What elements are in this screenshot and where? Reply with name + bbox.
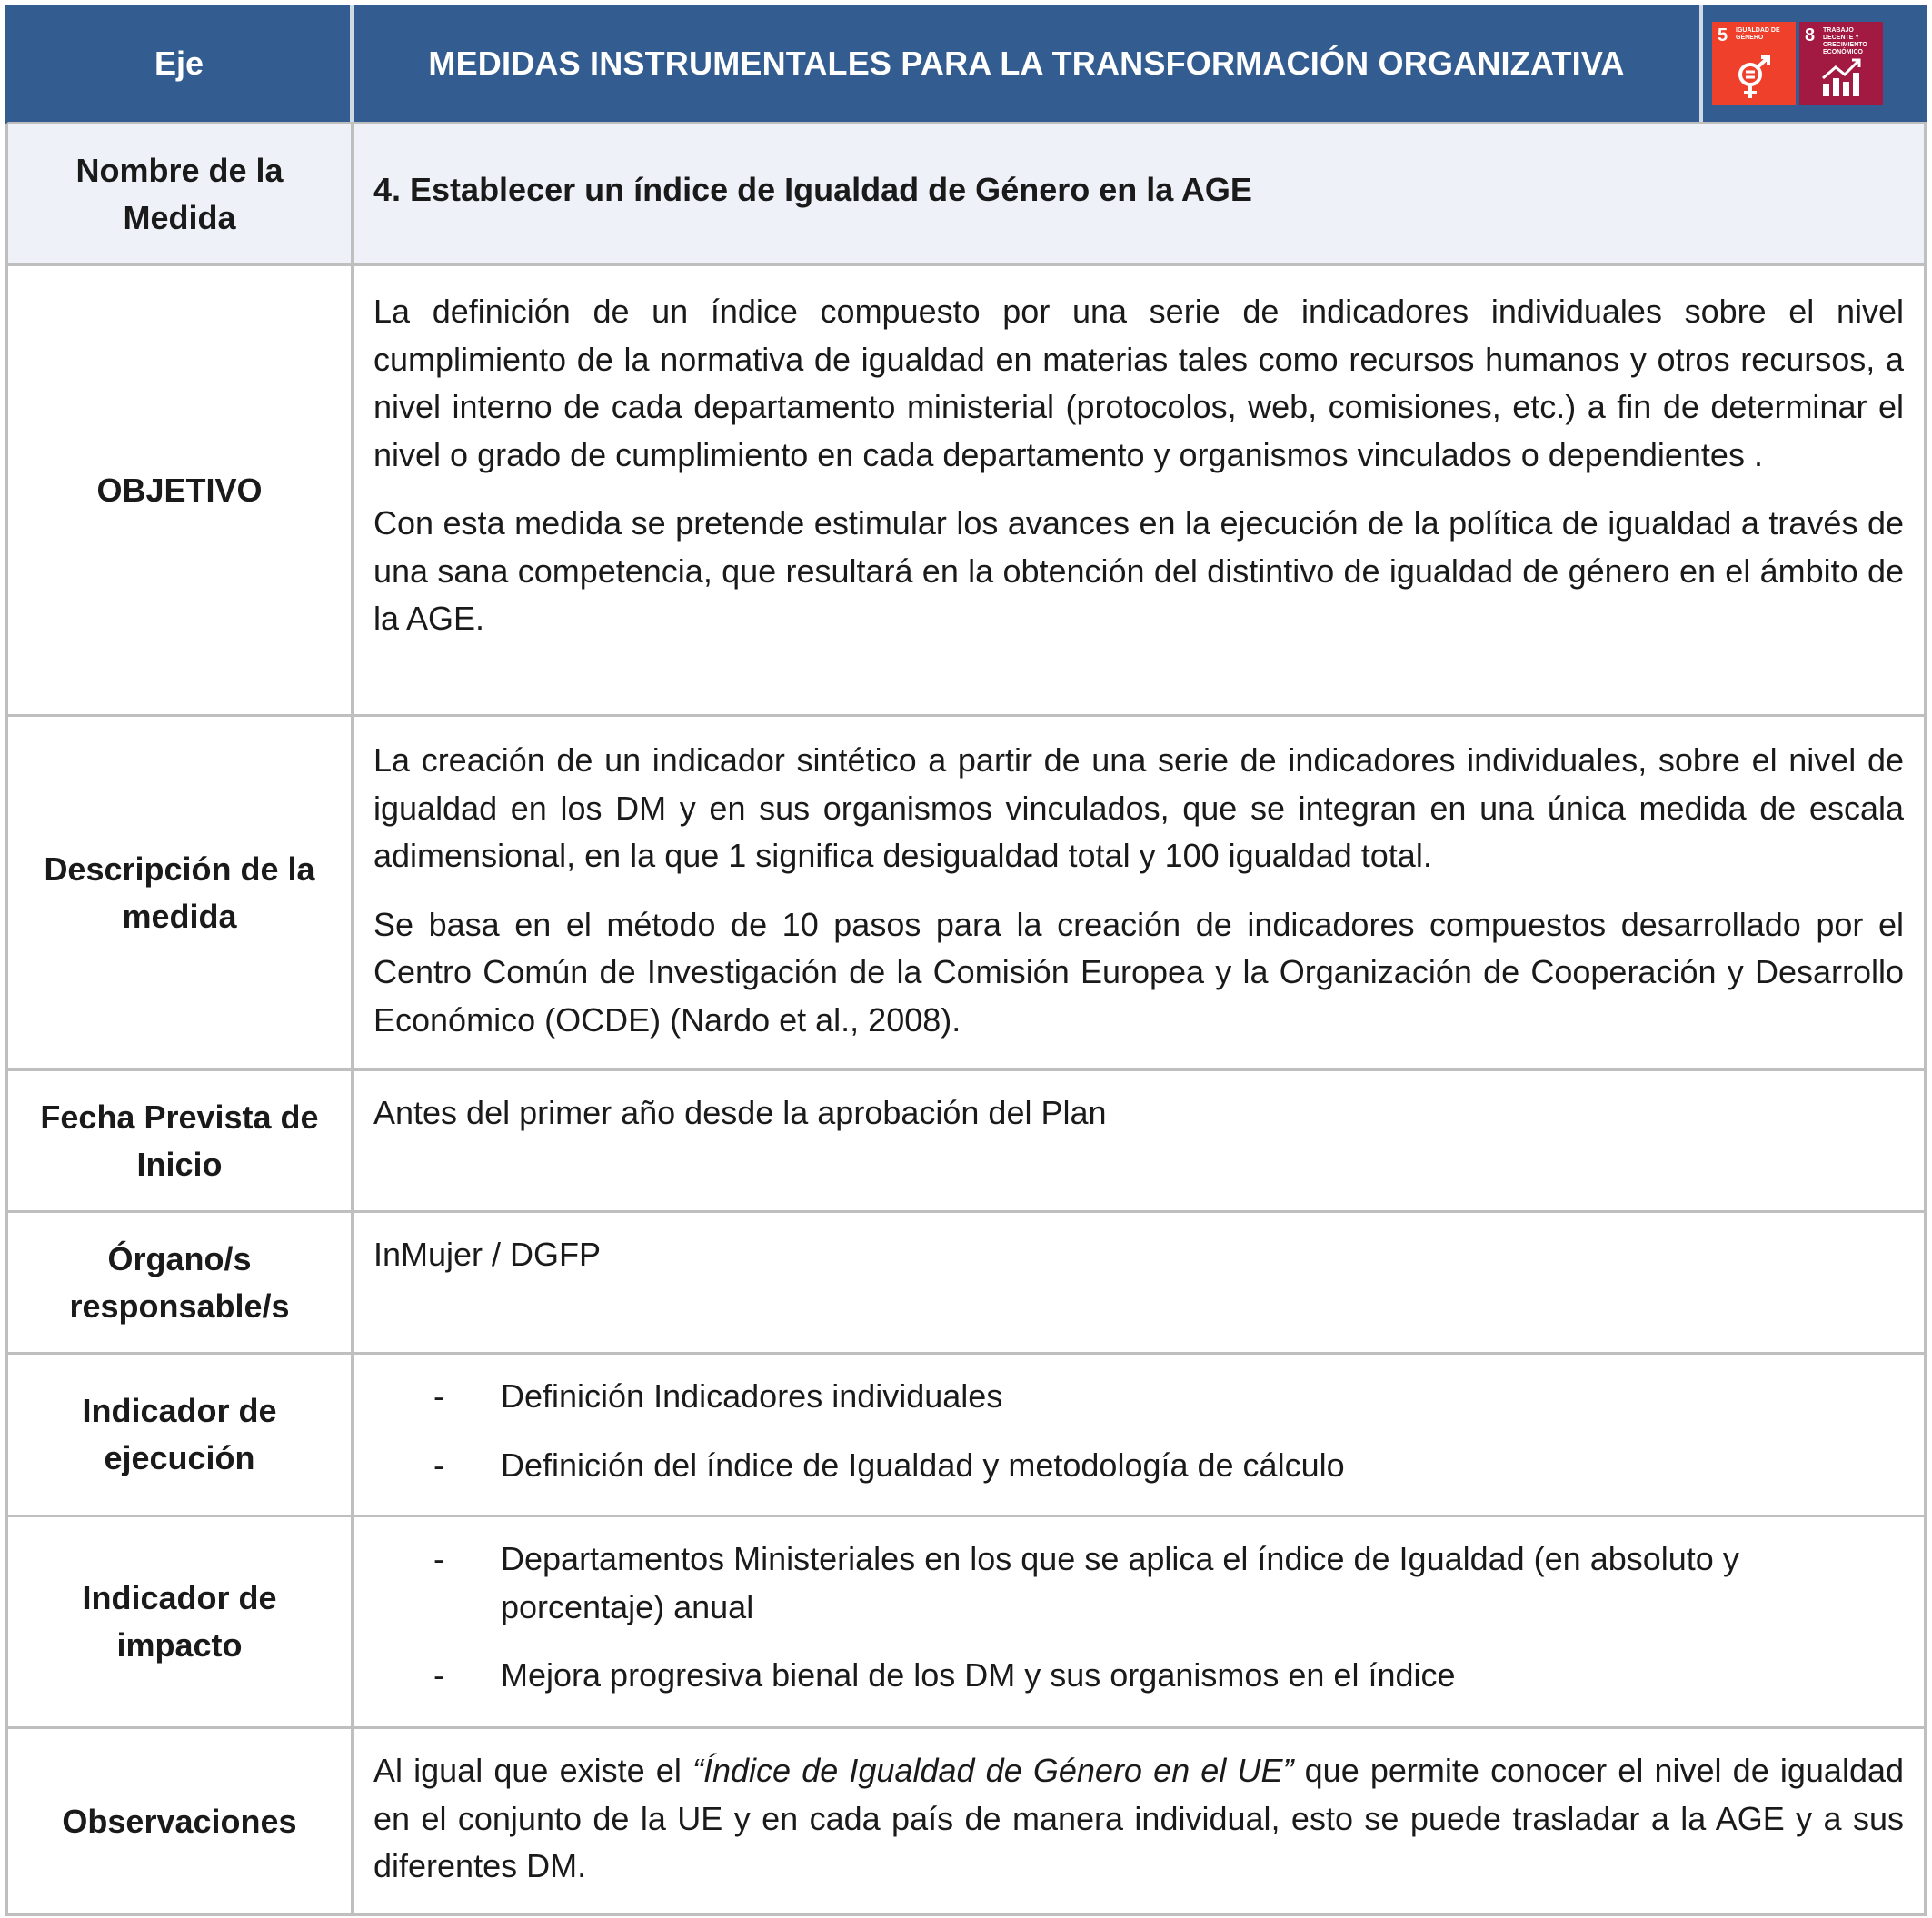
sdg5-logo: [1712, 22, 1796, 105]
gender-equality-icon: [1732, 55, 1776, 100]
value-descripcion: [354, 717, 1924, 1068]
header-title: MEDIDAS INSTRUMENTALES PARA LA TRANSFORMACIÓN ORGANIZATIVA: [428, 45, 1625, 82]
row-fecha: [8, 1071, 1924, 1213]
row-objetivo: [8, 266, 1924, 717]
measure-table: [5, 5, 1927, 1916]
list-item: - Definición del índice de Igualdad y metodología de cálculo: [433, 1446, 1345, 1484]
eje-header: Eje: [8, 5, 354, 122]
growth-chart-icon: [1819, 55, 1865, 100]
label-organo: Órgano/s responsable/s: [8, 1213, 354, 1352]
label-impacto: Indicador de impacto: [8, 1517, 354, 1726]
value-impacto: [354, 1517, 1924, 1726]
sdg-logos: [1699, 5, 1927, 122]
value-organo: InMujer / DGFP: [373, 1236, 602, 1273]
row-impacto: [8, 1517, 1924, 1729]
sdg5-text: IGUALDAD DE GÉNERO: [1736, 27, 1780, 41]
objetivo-paragraph-2: Con esta medida se pretende estimular los avances en la ejecución de la política de igualdad a través de una sana competencia, que resultará en la obtención del distintivo de igualdad de género en el ámbito de la AGE.: [373, 504, 1904, 637]
label-nombre: Nombre de la Medida: [8, 124, 354, 263]
value-observaciones: [354, 1729, 1924, 1913]
value-ejecucion: [354, 1355, 1924, 1515]
list-item: - Mejora progresiva bienal de los DM y sus organismos en el índice: [433, 1656, 1456, 1694]
label-ejecucion: Indicador de ejecución: [8, 1355, 354, 1515]
row-ejecucion: [8, 1355, 1924, 1517]
sdg5-number: 5: [1718, 25, 1728, 45]
sdg8-logo: [1799, 22, 1883, 105]
ejecucion-list: [373, 1373, 1904, 1489]
table-header: [5, 5, 1927, 124]
label-fecha: Fecha Prevista de Inicio: [8, 1071, 354, 1210]
sdg8-text: TRABAJO DECENTE Y CRECIMIENTO ECONÓMICO: [1823, 27, 1867, 55]
list-item: - Definición Indicadores individuales: [433, 1377, 1003, 1415]
sdg8-number: 8: [1805, 25, 1816, 45]
row-descripcion: [8, 717, 1924, 1071]
impacto-list: [373, 1535, 1869, 1700]
observaciones-paragraph: Al igual que existe el “Índice de Igualdad de Género en el UE” que permite conocer el nivel de igualdad en el conjunto de la UE y en cada país de manera individual, esto se puede trasladar a la AGE y a sus diferentes DM.: [373, 1752, 1905, 1884]
eu-index-quote: “Índice de Igualdad de Género en el UE”: [692, 1752, 1294, 1789]
row-organo: [8, 1213, 1924, 1355]
label-descripcion: Descripción de la medida: [8, 717, 354, 1068]
table-body: [5, 124, 1927, 1916]
value-fecha: Antes del primer año desde la aprobación del Plan: [373, 1094, 1107, 1131]
row-nombre: [8, 124, 1924, 266]
descripcion-paragraph-2: Se basa en el método de 10 pasos para la creación de indicadores compuestos desarrollado por el Centro Común de Investigación de la Comisión Europea y la Organización de Cooperación y Desarrollo Económico (OCDE) (Nardo et al., 2008).: [373, 905, 1904, 1039]
label-objetivo: OBJETIVO: [8, 266, 354, 714]
label-observaciones: Observaciones: [8, 1729, 354, 1913]
value-objetivo: [354, 266, 1924, 714]
value-nombre: 4. Establecer un índice de Igualdad de Género en la AGE: [373, 171, 1252, 209]
list-item: - Departamentos Ministeriales en los que se aplica el índice de Igualdad (en absoluto y porcentaje) anual: [433, 1540, 1739, 1625]
objetivo-paragraph-1: La definición de un índice compuesto por una serie de indicadores individuales sobre el nivel cumplimiento de la normativa de igualdad en materias tales como recursos humanos y otros recursos, a nivel interno de cada departamento ministerial (protocolos, web, comisiones, etc.) a fin de determinar el nivel o grado de cumplimiento en cada departamento y organismos vinculados o dependientes .: [373, 293, 1904, 473]
row-observaciones: [8, 1729, 1924, 1916]
descripcion-paragraph-1: La creación de un indicador sintético a partir de una serie de indicadores individuales, sobre el nivel de igualdad en los DM y en sus organismos vinculados, que se integran en una única medida de escala adimensional, en la que 1 significa desigualdad total y 100 igualdad total.: [373, 741, 1904, 874]
